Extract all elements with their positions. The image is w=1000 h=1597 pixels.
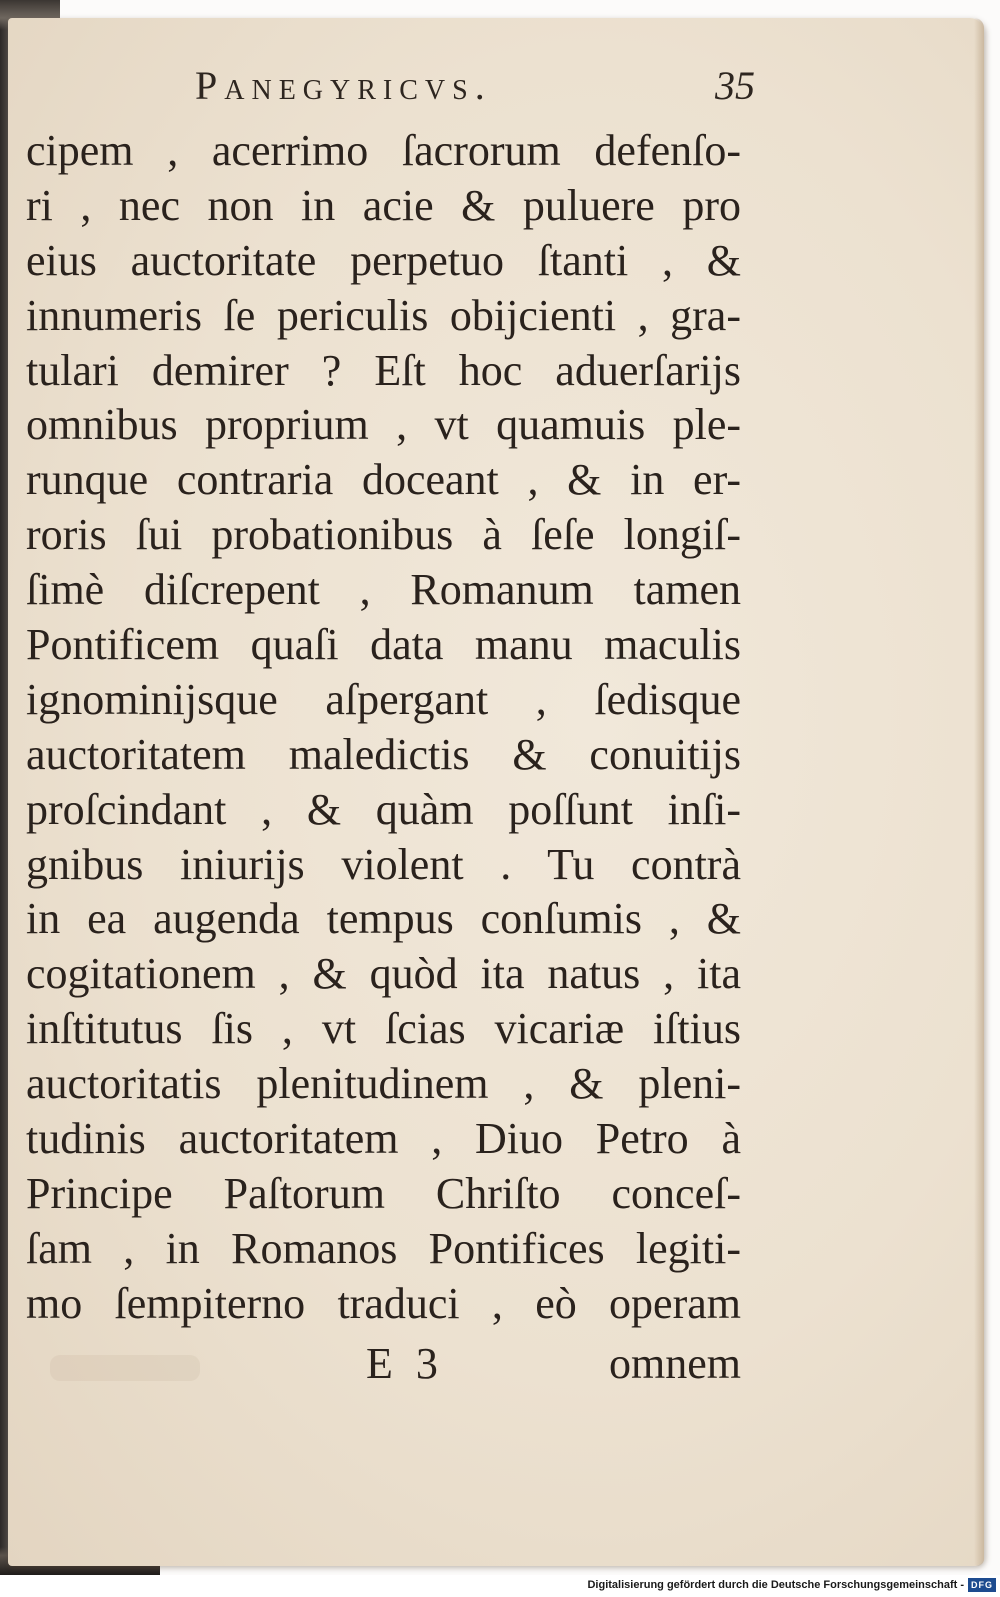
text-line: ri , nec non in acie & puluere pro	[26, 180, 741, 230]
text-line: ignominijsque aſpergant , ſedisque	[26, 674, 741, 724]
digitization-footer	[0, 1575, 1000, 1597]
text-line: omnibus proprium , vt quamuis ple-	[26, 400, 741, 450]
text-line: ſimè diſcrepent , Romanum tamen	[26, 565, 741, 615]
running-head	[195, 62, 755, 122]
funding-credit: Digitalisierung gefördert durch die Deutsche Forschungsgemeinschaft -	[587, 1579, 964, 1591]
text-line: cipem , acerrimo ſacrorum defenſo-	[26, 126, 741, 175]
text-line: roris ſui probationibus à ſeſe longiſ-	[26, 510, 741, 560]
text-line: auctoritatem maledictis & conuitijs	[26, 729, 741, 779]
text-line: cogitationem , & quòd ita natus , ita	[26, 949, 741, 999]
text-line: ſam , in Romanos Pontifices legiti-	[26, 1223, 741, 1273]
text-line: gnibus iniurijs violent . Tu contrà	[26, 839, 741, 889]
text-line: runque contraria doceant , & in er-	[26, 455, 741, 505]
text-line: tudinis auctoritatem , Diuo Petro à	[26, 1114, 741, 1164]
text-line: tulari demirer ? Eſt hoc aduerſarijs	[26, 345, 741, 395]
text-line: Principe Paſtorum Chriſto conceſ-	[26, 1168, 741, 1218]
text-line: proſcindant , & quàm poſſunt inſi-	[26, 784, 741, 834]
dfg-logo: DFG	[968, 1578, 996, 1592]
text-line: inſtitutus ſis , vt ſcias vicariæ iſtius	[26, 1004, 741, 1054]
signature-mark: E 3	[366, 1339, 444, 1388]
text-line: in ea augenda tempus conſumis , &	[26, 894, 741, 944]
catchword: omnem	[609, 1339, 741, 1388]
text-line: auctoritatis plenitudinem , & pleni-	[26, 1059, 741, 1109]
text-line: Pontificem quaſi data manu maculis	[26, 620, 741, 670]
text-line: innumeris ſe periculis obijcienti , gra-	[26, 290, 741, 340]
page-footer-marks	[26, 1338, 741, 1398]
page-number: 35	[715, 63, 755, 108]
body-text	[26, 124, 741, 1332]
page-edge	[974, 18, 984, 1566]
text-line: eius auctoritate perpetuo ſtanti , &	[26, 235, 741, 285]
text-line: mo ſempiterno traduci , eò operam	[26, 1278, 741, 1328]
running-title: Panegyricvs.	[195, 63, 492, 108]
